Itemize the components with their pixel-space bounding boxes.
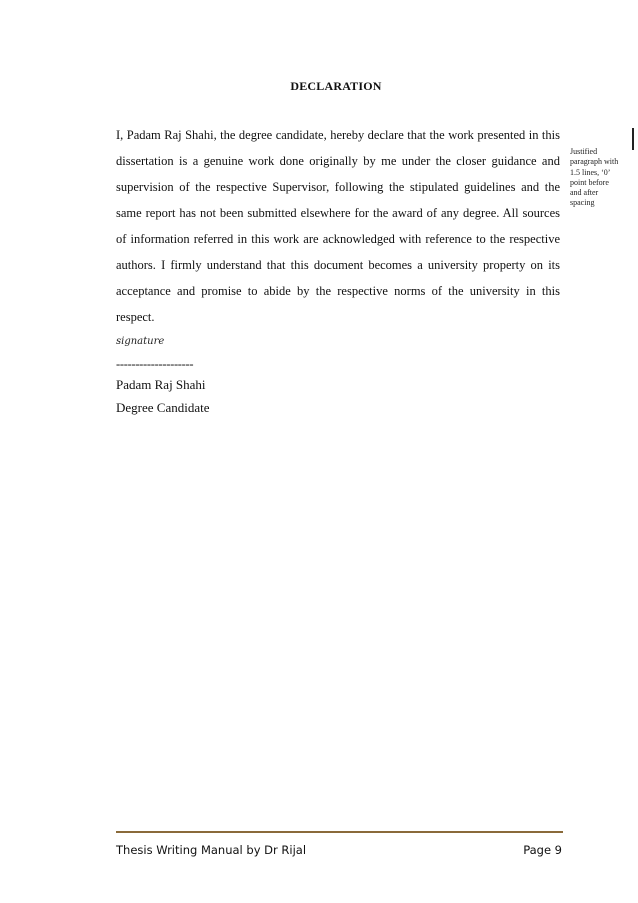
footer-title: Thesis Writing Manual by Dr Rijal [116, 843, 307, 857]
footer-divider [116, 831, 563, 833]
candidate-role: Degree Candidate [116, 400, 210, 415]
comment-marker [632, 128, 634, 150]
declaration-paragraph: I, Padam Raj Shahi, the degree candidate, hereby declare that the work presented in this dissertation is a genuine work done originally by me under the closer guidance and supervision of the respective Supervisor, following the stipulated guidelines and the same report has not been submitted elsewhere for the award of any degree. All sources of information referred in this work are acknowledged with reference to the respective authors. I firmly understand that this document becomes a university property on its acceptance and promise to abide by the respective norms of the university in this respect. [116, 128, 560, 324]
signature-text: signature [116, 336, 165, 347]
margin-comment: Justified paragraph with 1.5 lines, ‘0’ point before and after spacing [570, 147, 619, 208]
signature-line: -------------------- [116, 357, 194, 371]
candidate-name: Padam Raj Shahi [116, 377, 206, 392]
page-title: DECLARATION [290, 79, 382, 93]
page-number: Page 9 [523, 843, 562, 857]
